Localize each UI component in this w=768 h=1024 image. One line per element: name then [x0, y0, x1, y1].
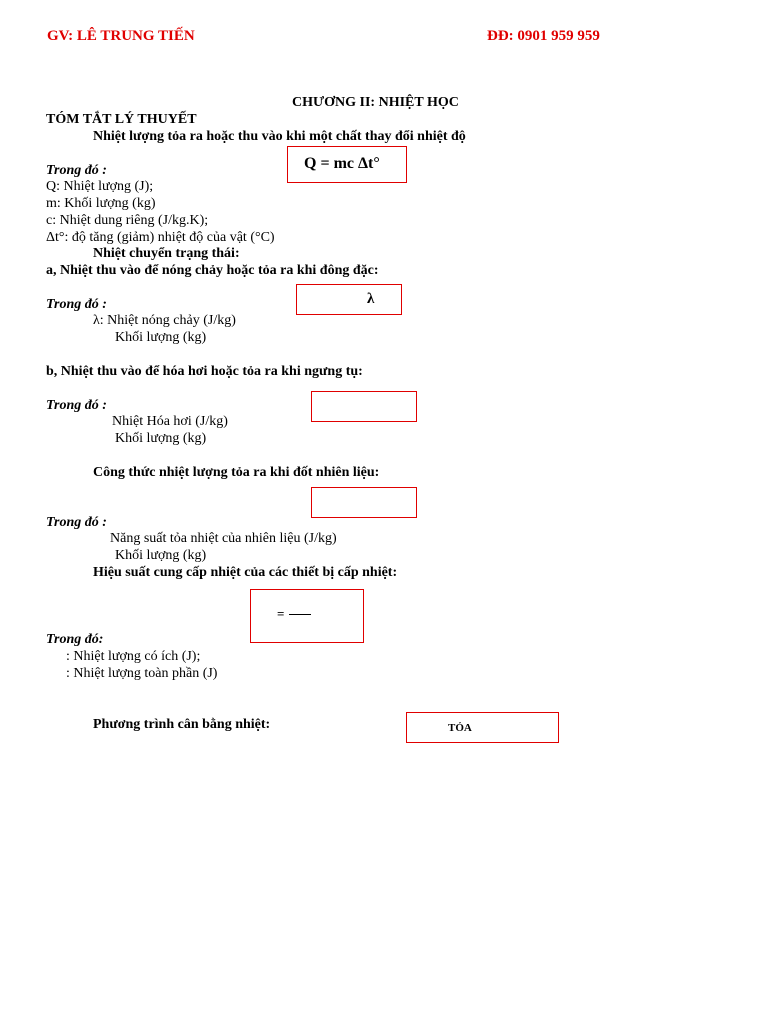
- balance-title: Phương trình cân bằng nhiệt:: [93, 717, 271, 732]
- var-q: Q: Nhiệt lượng (J);: [46, 179, 154, 194]
- var-fuel-rate: Năng suất tỏa nhiệt của nhiên liệu (J/kg): [110, 531, 337, 546]
- formula-q-box: [287, 146, 407, 183]
- formula-vapor-box: [311, 391, 417, 422]
- var-dt: Δt°: độ tăng (giảm) nhiệt độ của vật (°C): [46, 230, 275, 245]
- formula-balance: TỎA: [448, 722, 472, 734]
- fuel-title: Công thức nhiệt lượng tỏa ra khi đốt nhiên liệu:: [93, 465, 380, 480]
- phase-title: Nhiệt chuyển trạng thái:: [93, 246, 240, 261]
- var-total-heat: : Nhiệt lượng toàn phần (J): [66, 666, 218, 681]
- formula-fuel-box: [311, 487, 417, 518]
- formula-lambda: λ: [367, 291, 375, 307]
- phone-number: ĐĐ: 0901 959 959: [487, 28, 600, 44]
- var-lambda: λ: Nhiệt nóng chảy (J/kg): [93, 313, 236, 328]
- formula-lambda-box: [296, 284, 402, 315]
- efficiency-title: Hiệu suất cung cấp nhiệt của các thiết bị cấp nhiệt:: [93, 565, 398, 580]
- where-label-4: Trong đó :: [46, 515, 107, 530]
- var-mass-4: Khối lượng (kg): [115, 548, 207, 563]
- formula-balance-box: [406, 712, 559, 743]
- var-mass-3: Khối lượng (kg): [115, 431, 207, 446]
- var-m: m: Khối lượng (kg): [46, 196, 156, 211]
- where-label-2: Trong đó :: [46, 297, 107, 312]
- vapor-title: b, Nhiệt thu vào để hóa hơi hoặc tỏa ra khi ngưng tụ:: [46, 364, 363, 379]
- fraction-bar: [289, 614, 311, 615]
- where-label-5: Trong đó:: [46, 632, 104, 647]
- chapter-title: CHƯƠNG II: NHIỆT HỌC: [292, 95, 459, 110]
- var-c: c: Nhiệt dung riêng (J/kg.K);: [46, 213, 209, 228]
- formula-q: Q = mc Δt°: [304, 155, 380, 172]
- var-useful-heat: : Nhiệt lượng có ích (J);: [66, 649, 201, 664]
- section-title: TÓM TẮT LÝ THUYẾT: [46, 112, 197, 127]
- where-label-3: Trong đó :: [46, 398, 107, 413]
- formula-eff-equals: =: [277, 606, 285, 621]
- heat-intro: Nhiệt lượng tỏa ra hoặc thu vào khi một chất thay đổi nhiệt độ: [93, 129, 466, 144]
- teacher-name: GV: LÊ TRUNG TIẾN: [47, 28, 195, 44]
- melt-title: a, Nhiệt thu vào để nóng chảy hoặc tỏa ra khi đông đặc:: [46, 263, 379, 278]
- where-label-1: Trong đó :: [46, 163, 107, 178]
- formula-eff-box: [250, 589, 364, 643]
- var-vapor-heat: Nhiệt Hóa hơi (J/kg): [112, 414, 228, 429]
- var-mass-2: Khối lượng (kg): [115, 330, 207, 345]
